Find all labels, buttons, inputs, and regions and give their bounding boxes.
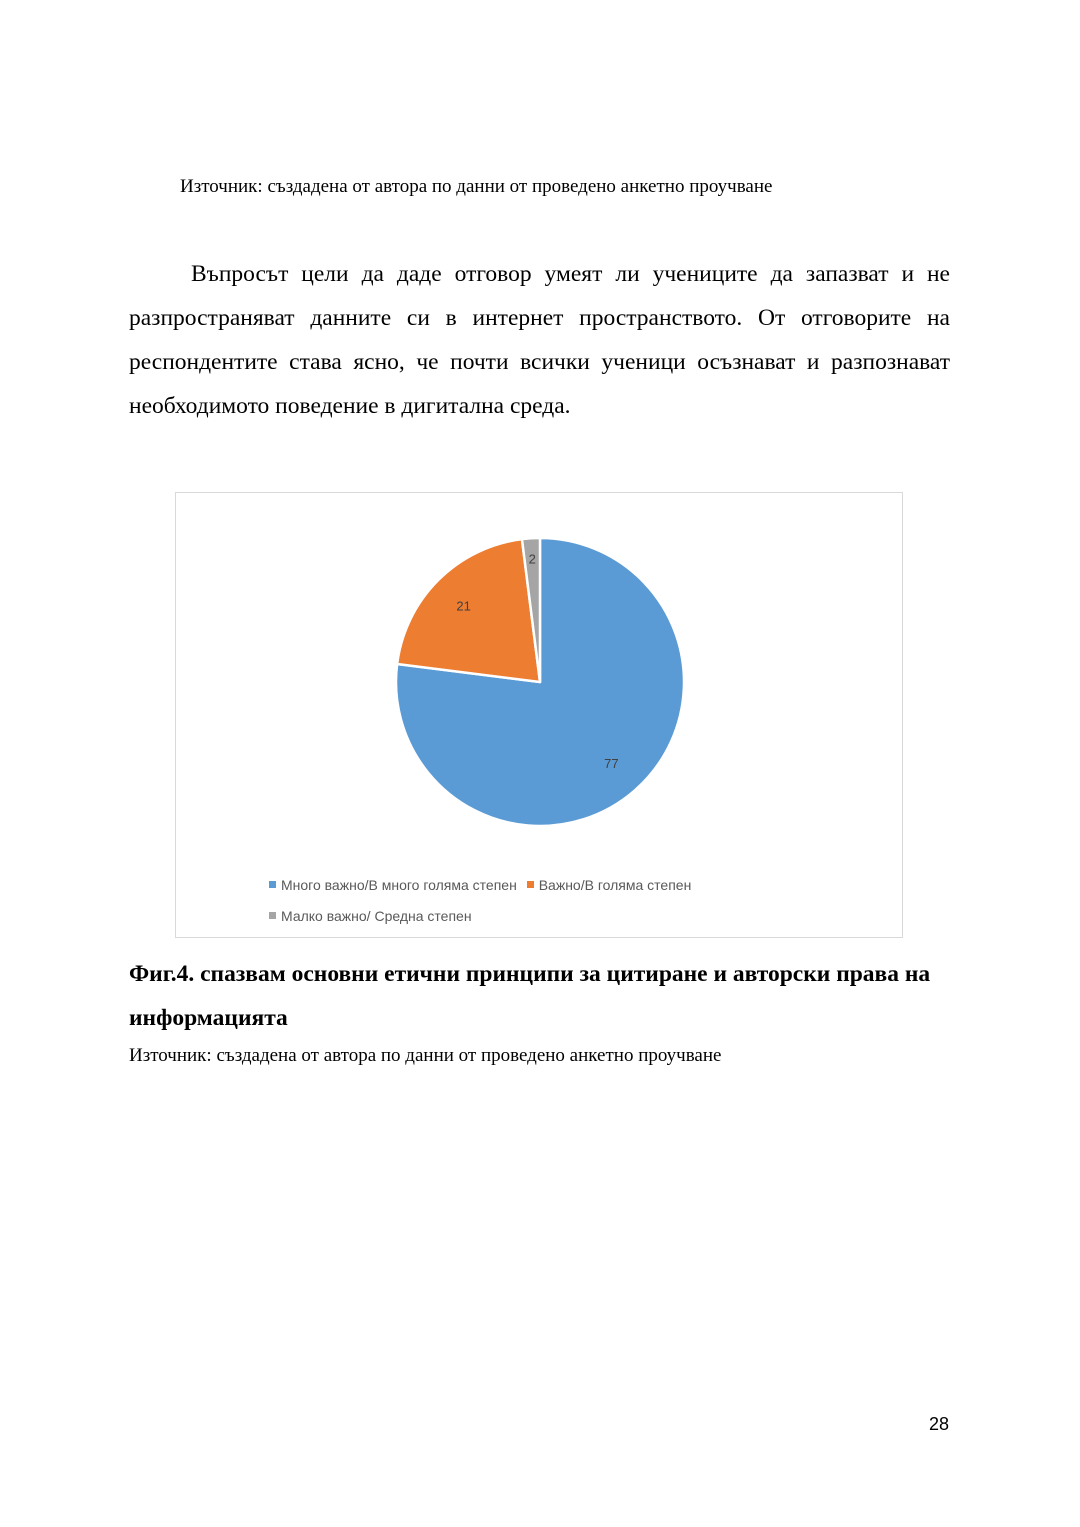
legend-item-very-important [269,875,517,895]
chart-legend [269,875,829,937]
source-note-top: Източник: създадена от автора по данни от проведено анкетно проучване [180,176,773,197]
legend-label: Важно/В голяма степен [538,877,692,893]
legend-swatch-blue [269,881,276,888]
source-note-bottom: Източник: създадена от автора по данни от проведено анкетно проучване [129,1045,722,1066]
legend-row-1 [269,875,829,906]
legend-label: Много важно/В много голяма степен [281,877,517,893]
page-number: 28 [929,1414,950,1434]
body-paragraph: Въпросът цели да даде отговор умеят ли учениците да запазват и не разпространяват данните си в интернет пространството. От отговорите на респондентите става ясно, че почти всички ученици осъзнават и разпознават необходимото поведение в дигитална среда. [129,261,950,419]
figure-caption: Фиг.4. спазвам основни етични принципи за цитиране и авторски права на информацията [129,961,931,1031]
legend-item-little-important [269,906,472,926]
pie-chart [175,492,903,938]
data-label-little-important: 2 [528,551,536,567]
legend-label: Малко важно/ Средна степен [281,908,472,924]
legend-item-important [527,875,692,895]
legend-row-2 [269,906,829,937]
data-label-very-important: 77 [604,756,619,772]
legend-swatch-orange [527,881,534,888]
pie-chart-svg [176,493,904,939]
legend-swatch-gray [269,912,276,919]
data-label-important: 21 [456,598,471,614]
